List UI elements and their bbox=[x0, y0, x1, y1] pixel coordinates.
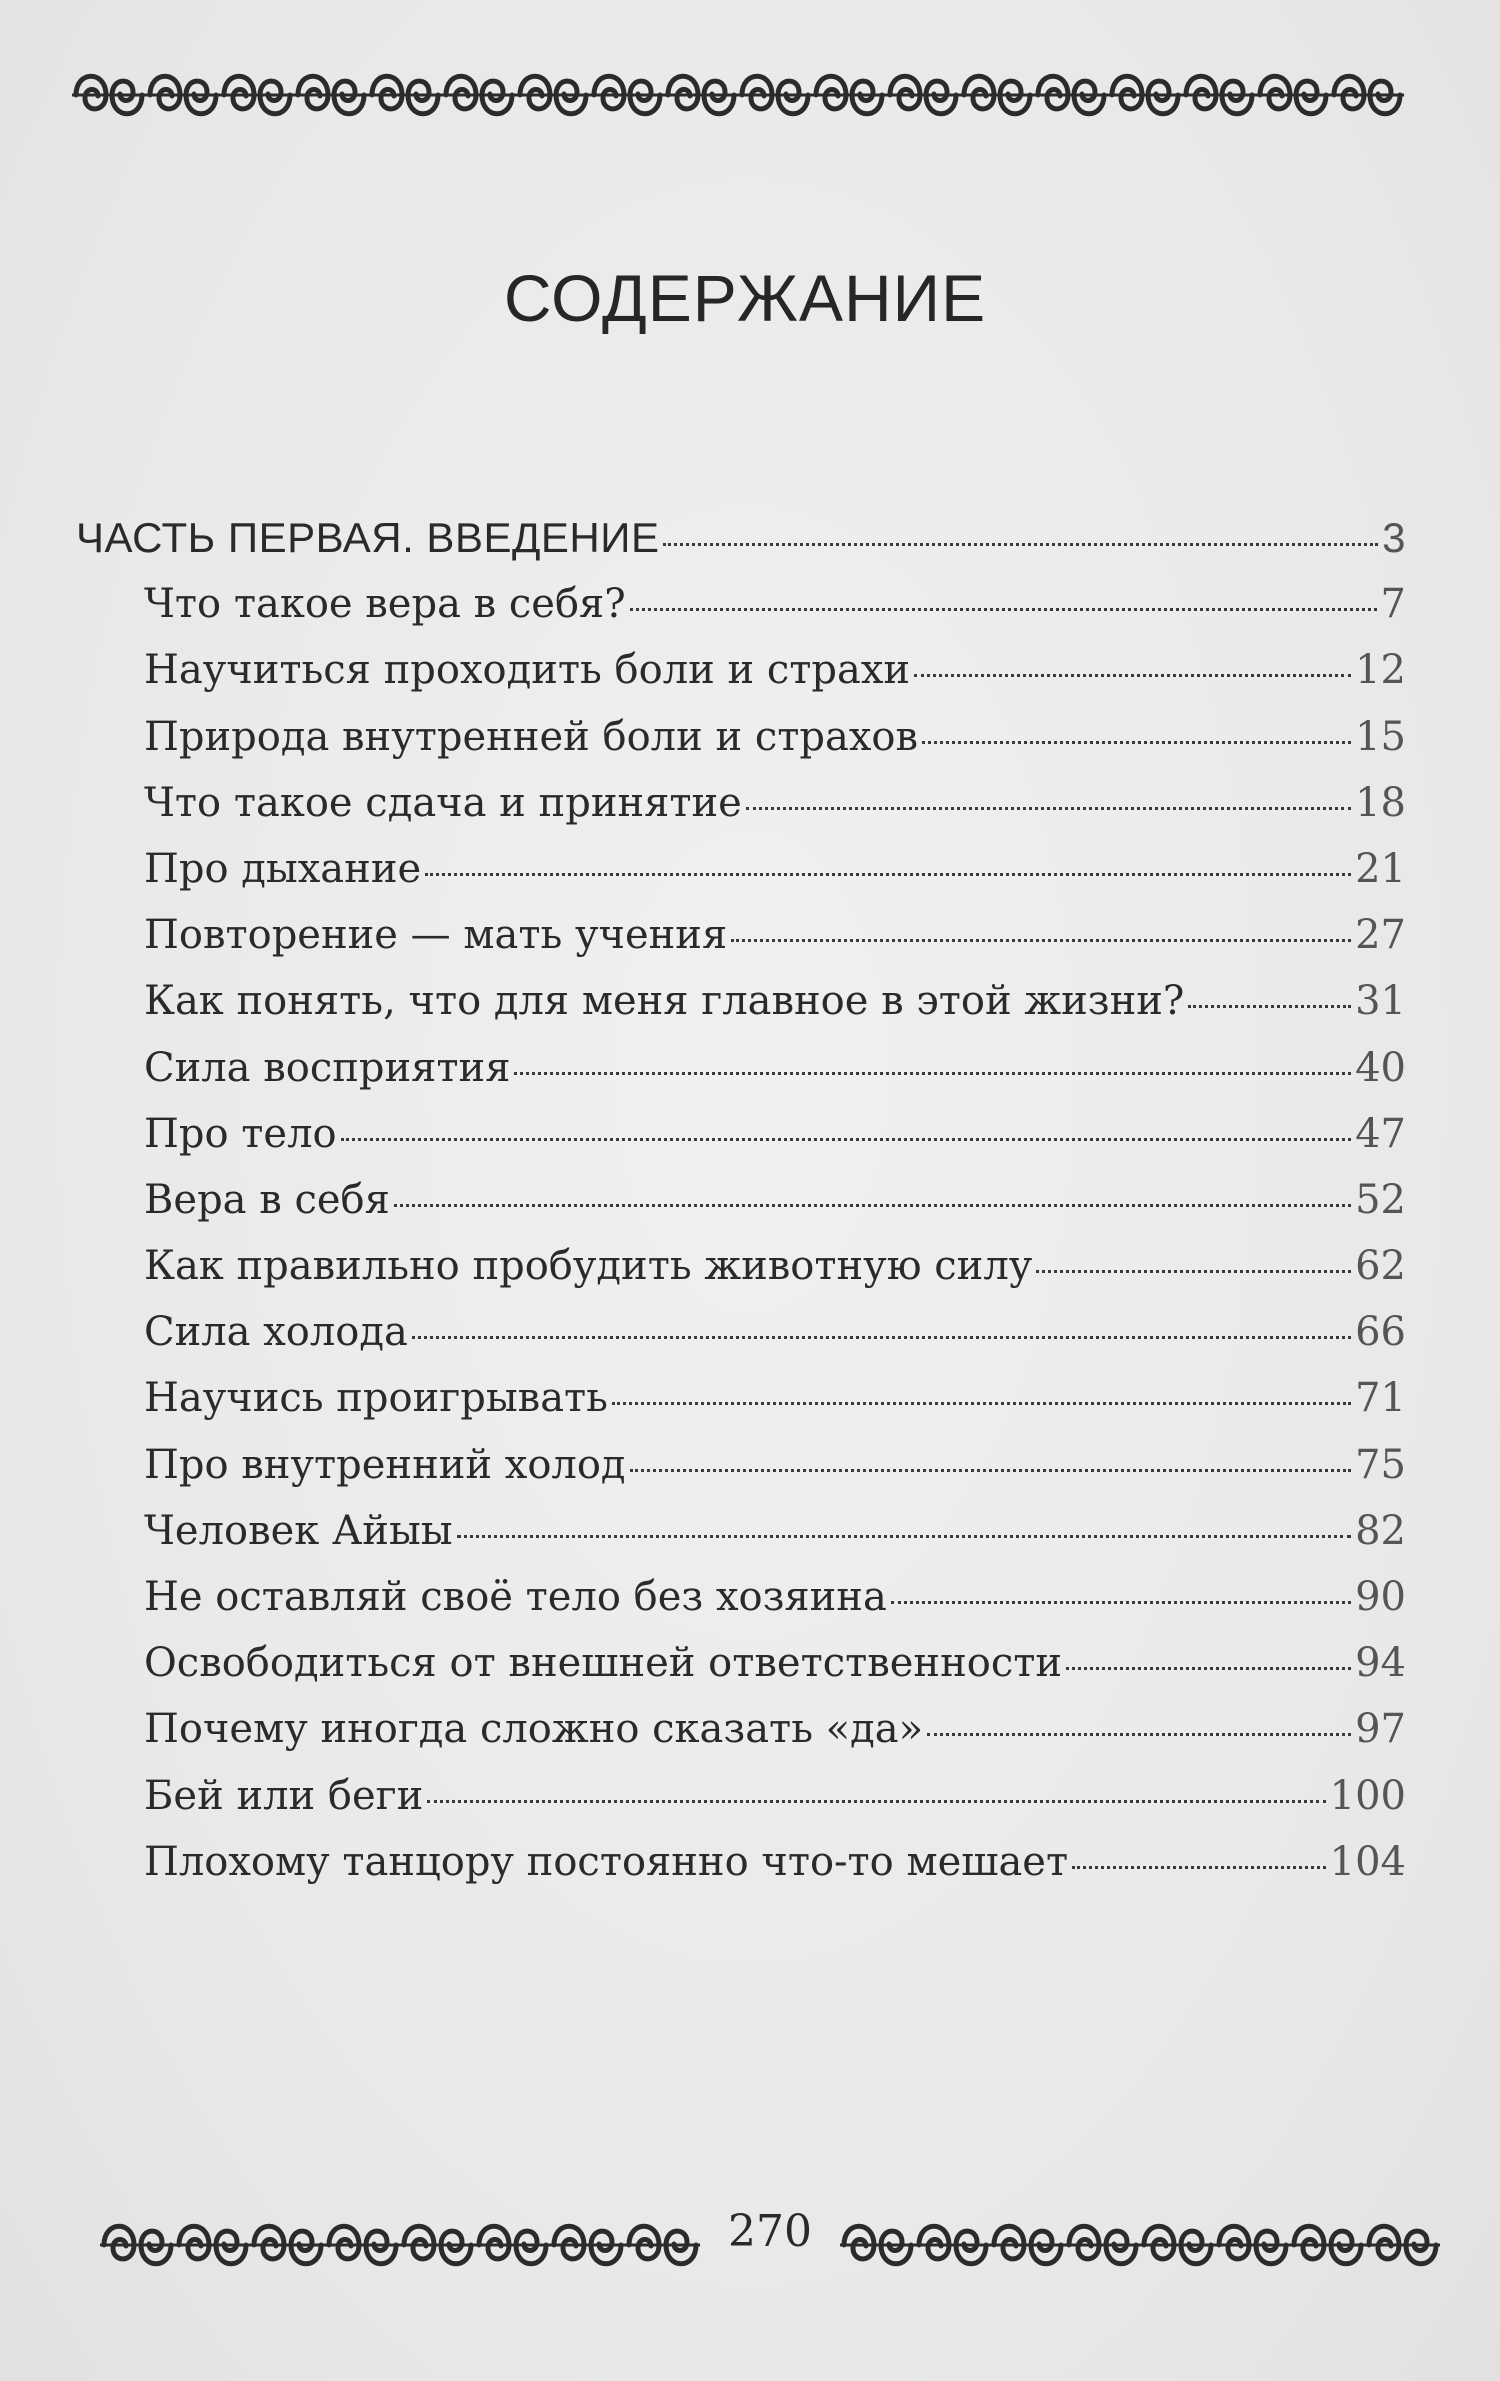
toc-dot-leader bbox=[412, 1335, 1351, 1339]
toc-dot-leader bbox=[1066, 1666, 1351, 1670]
toc-entry bbox=[76, 1763, 1406, 1829]
toc-entry-title: Вера в себя bbox=[144, 1176, 390, 1223]
toc-entry-page: 7 bbox=[1380, 581, 1406, 628]
toc-entry bbox=[76, 1035, 1406, 1101]
toc-entry bbox=[76, 704, 1406, 770]
toc-entry-page: 18 bbox=[1355, 779, 1406, 826]
toc-entry-page: 90 bbox=[1355, 1574, 1406, 1620]
toc-entry-page: 104 bbox=[1329, 1838, 1406, 1885]
toc-entry-title: Что такое сдача и принятие bbox=[144, 779, 742, 826]
toc-entry-title: Про дыхание bbox=[144, 845, 422, 892]
toc-entry-title: Природа внутренней боли и страхов bbox=[144, 713, 918, 760]
toc-entry-title: Про внутренний холод bbox=[144, 1441, 626, 1488]
toc-dot-leader bbox=[394, 1203, 1351, 1207]
toc-entry-page: 66 bbox=[1355, 1309, 1406, 1356]
toc-entry-page: 71 bbox=[1355, 1375, 1406, 1422]
toc-dot-leader bbox=[630, 607, 1377, 611]
toc-entry bbox=[76, 902, 1406, 968]
toc-entry bbox=[76, 1167, 1406, 1233]
toc-dot-leader bbox=[630, 1468, 1352, 1472]
toc-entry-title: Что такое вера в себя? bbox=[144, 581, 626, 628]
table-of-contents bbox=[76, 505, 1406, 1895]
toc-entry bbox=[76, 571, 1406, 637]
toc-dot-leader bbox=[891, 1600, 1351, 1604]
toc-dot-leader bbox=[341, 1137, 1352, 1141]
toc-entry-page: 52 bbox=[1355, 1176, 1406, 1223]
toc-entry-page: 3 bbox=[1382, 514, 1406, 561]
toc-entry bbox=[76, 1829, 1406, 1895]
toc-entry-page: 94 bbox=[1355, 1640, 1406, 1687]
toc-entry-title: Сила восприятия bbox=[144, 1044, 511, 1091]
toc-entry-page: 75 bbox=[1355, 1441, 1406, 1488]
toc-entry-page: 21 bbox=[1355, 845, 1406, 892]
toc-dot-leader bbox=[427, 1799, 1325, 1803]
toc-dot-leader bbox=[1072, 1865, 1326, 1869]
toc-entry-title: Не оставляй своё тело без хозяина bbox=[144, 1574, 887, 1620]
toc-entry bbox=[76, 770, 1406, 836]
toc-entry-page: 27 bbox=[1355, 912, 1406, 959]
toc-entry bbox=[76, 836, 1406, 902]
toc-entry-title: Повторение — мать учения bbox=[144, 912, 728, 959]
toc-dot-leader bbox=[612, 1401, 1351, 1405]
toc-entry bbox=[76, 1696, 1406, 1762]
ornament-border-top-icon bbox=[72, 60, 1404, 130]
toc-dot-leader bbox=[746, 806, 1351, 810]
toc-entry-page: 100 bbox=[1329, 1772, 1406, 1819]
toc-entry-page: 31 bbox=[1355, 978, 1406, 1025]
toc-dot-leader bbox=[1188, 1004, 1351, 1008]
toc-entry-page: 62 bbox=[1355, 1243, 1406, 1290]
toc-entry bbox=[76, 1233, 1406, 1299]
toc-entry-title: Плохому танцору постоянно что-то мешает bbox=[144, 1838, 1069, 1885]
toc-entry-title: Научиться проходить боли и страхи bbox=[144, 647, 911, 694]
toc-dot-leader bbox=[514, 1071, 1351, 1075]
page-title: СОДЕРЖАНИЕ bbox=[503, 261, 987, 335]
toc-entry-page: 40 bbox=[1355, 1044, 1406, 1091]
toc-dot-leader bbox=[425, 872, 1351, 876]
toc-entry-page: 15 bbox=[1355, 713, 1406, 760]
toc-dot-leader bbox=[914, 673, 1351, 677]
toc-entry bbox=[76, 1299, 1406, 1365]
toc-entry-title: Бей или беги bbox=[144, 1772, 424, 1819]
toc-dot-leader bbox=[927, 1732, 1351, 1736]
toc-dot-leader bbox=[457, 1534, 1351, 1538]
toc-entry bbox=[76, 968, 1406, 1034]
toc-entry-page: 12 bbox=[1355, 647, 1406, 694]
toc-entry-page: 47 bbox=[1355, 1110, 1406, 1157]
toc-dot-leader bbox=[1036, 1269, 1351, 1273]
toc-entry-title: Сила холода bbox=[144, 1309, 408, 1356]
toc-entry bbox=[76, 637, 1406, 703]
toc-dot-leader bbox=[663, 542, 1378, 546]
toc-entry-title: Как понять, что для меня главное в этой жизни? bbox=[144, 978, 1185, 1025]
ornament-border-bottom-left-icon bbox=[100, 2210, 700, 2280]
toc-dot-leader bbox=[731, 938, 1351, 942]
toc-entry bbox=[76, 1564, 1406, 1630]
toc-entry-title: Человек Айыы bbox=[144, 1507, 453, 1554]
toc-entry-title: Научись проигрывать bbox=[144, 1375, 608, 1422]
ornament-border-bottom-right-icon bbox=[840, 2210, 1440, 2280]
toc-entry bbox=[76, 1101, 1406, 1167]
toc-dot-leader bbox=[922, 740, 1351, 744]
toc-entry-page: 82 bbox=[1355, 1507, 1406, 1554]
toc-entry bbox=[76, 1432, 1406, 1498]
toc-entry-page: 97 bbox=[1355, 1706, 1406, 1753]
toc-entry-title: ЧАСТЬ ПЕРВАЯ. ВВЕДЕНИЕ bbox=[76, 514, 660, 561]
page-number: 270 bbox=[728, 2206, 812, 2257]
toc-entry-title: Освободиться от внешней ответственности bbox=[144, 1640, 1063, 1687]
toc-entry-title: Почему иногда сложно сказать «да» bbox=[144, 1706, 924, 1753]
toc-part-heading bbox=[76, 505, 1406, 571]
toc-entry-title: Как правильно пробудить животную силу bbox=[144, 1243, 1033, 1290]
toc-entry bbox=[76, 1630, 1406, 1696]
toc-entry-title: Про тело bbox=[144, 1110, 337, 1157]
toc-entry bbox=[76, 1365, 1406, 1431]
toc-entry bbox=[76, 1498, 1406, 1564]
